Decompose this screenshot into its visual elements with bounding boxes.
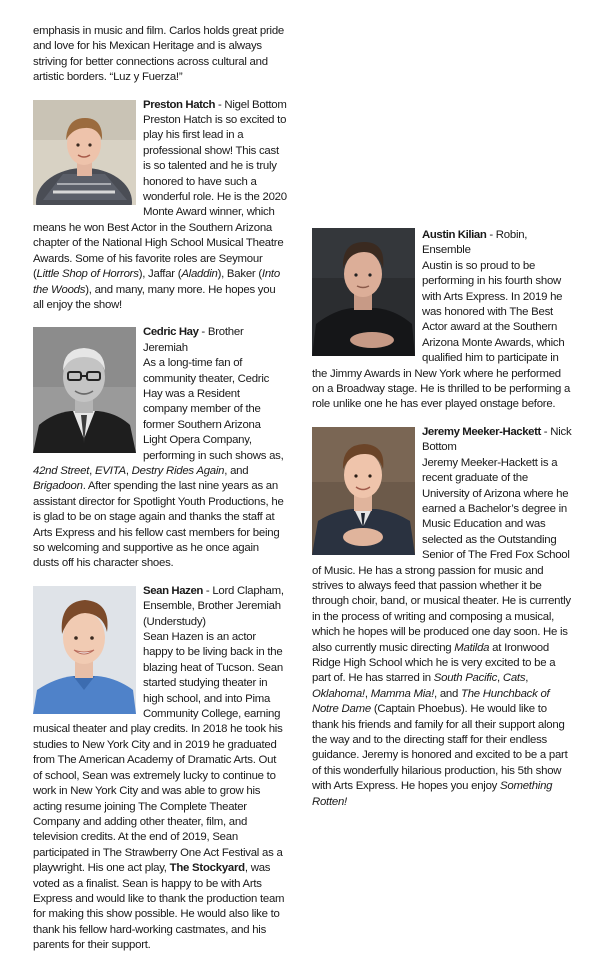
sean-hazen-role: - Lord Clapham, Ensemble, Brother Jeremiah (Understudy) [143, 584, 284, 628]
cedric-hay-role: - Brother Jeremiah [143, 326, 244, 354]
jeremy-meeker-hackett-role: - Nick Bottom [422, 425, 572, 454]
jeremy-meeker-hackett-bio: Jeremy Meeker-Hackett - Nick Bottom Jeremy Meeker-Hackett is a recent graduate of the University of Arizona where he earned a Bachelor’s degree in Music Education and was selected as the Outstanding Senior of The Fred Fox School of Music. He has a strong passion for music and strives to always feed that passion whether it be through choir, band, or musical theater. He is currently in the process of writing and composing a musical, which he hopes will be produced one day soon. He is also currently music directing Matilda at Ironwood Ridge High School which he is very excited to be a part of. He has starred in South Pacific, Cats, Oklahoma!, Mamma Mia!, and The Hunchback of Notre Dame (Captain Phoebus). He would like to thank his friends and family for all their support along the way and to the directing staff for their endless guidance. Jeremy is honored and excited to be a part of this wonderfully hilarious production, his 5th show with Arts Express. He hopes you enjoy Something Rotten! [312, 425, 572, 808]
preston-hatch-role: - Nigel Bottom [215, 98, 287, 111]
austin-kilian-photo [312, 228, 415, 356]
jeremy-meeker-hackett-photo [312, 427, 415, 555]
right-column [312, 216, 572, 822]
sean-hazen-bio: Sean Hazen - Lord Clapham, Ensemble, Brother Jeremiah (Understudy) Sean Hazen is an actor happy to be living back in the blazing heat of Tucson. Sean started studying theater in high school, and into Pima Community College, earning musical theater and play credits. In 2018 he took his studies to New York City and in 2019 he graduated from The American Academy of Dramatic Arts. Out of school, Sean was extremely lucky to continue to work in New York City and was able to grow his acting resume joining The Complete Theater Company and adding other theater, film, and television credits. At the end of 2019, Sean participated in The Strawberry One Act Festival as a playwright. His one act play, The Stockyard, was voted as a finalist. Sean is happy to be with Arts Express and would like to thank the production team for making this show possible. He would also like to thank his fellow hard-working castmates, and his parents for their support. [33, 584, 285, 952]
jeremy-meeker-hackett-name: Jeremy Meeker-Hackett [422, 425, 541, 438]
sean-hazen-photo [33, 586, 136, 714]
austin-kilian-bio: Austin Kilian - Robin, Ensemble Austin is so proud to be performing in his fourth show with Arts Express. In 2019 he was honored with The Best Actor award at the Southern Arizona Monte Awards, which qualified him to participate in the Jimmy Awards in New York where he performed on a Broadway stage. He is thrilled to be performing a role unlike one he has ever played onstage before. [312, 229, 571, 411]
sean-hazen-name: Sean Hazen [143, 584, 203, 597]
intro-paragraph: emphasis in music and film. Carlos holds great pride and love for his Mexican Heritage and is always striving for better connections across cultural and artistic borders. “Luz y Fuerza!” [33, 25, 284, 84]
cedric-hay-bio: Cedric Hay - Brother Jeremiah As a long-time fan of community theater, Cedric Hay was a Resident company member of the former Southern Arizona Light Opera Company, performing in such shows as, 42nd Street, EVITA, Destry Rides Again, and Brigadoon. After spending the last nine years as an assistant director for Spotlight Youth Productions, he is glad to be on stage again and thanks the staff at Arts Express and his fellow cast members for being so welcoming and supportive as he once again dusts off his character shoes. [33, 326, 284, 570]
austin-kilian-name: Austin Kilian [422, 229, 487, 241]
cedric-hay-photo [33, 327, 136, 453]
preston-hatch-name: Preston Hatch [143, 98, 216, 111]
preston-hatch-photo [33, 100, 136, 205]
austin-kilian-role: - Robin, Ensemble [422, 229, 528, 257]
preston-hatch-bio: Preston Hatch - Nigel Bottom Preston Hatch is so excited to play his first lead in a professional show! This cast is so talented and he is truly honored to have such a wonderful role. He is the 2020 Monte Award winner, which means he won Best Actor in the Southern Arizona chapter of the National High School Musical Theatre Awards. Some of his favorite roles are Seymour (Little Shop of Horrors), Jaffar (Aladdin), Baker (Into the Woods), and many, many more. He hopes you all enjoy the show! [33, 98, 287, 311]
left-column [33, 24, 287, 966]
cedric-hay-name: Cedric Hay [143, 326, 199, 339]
